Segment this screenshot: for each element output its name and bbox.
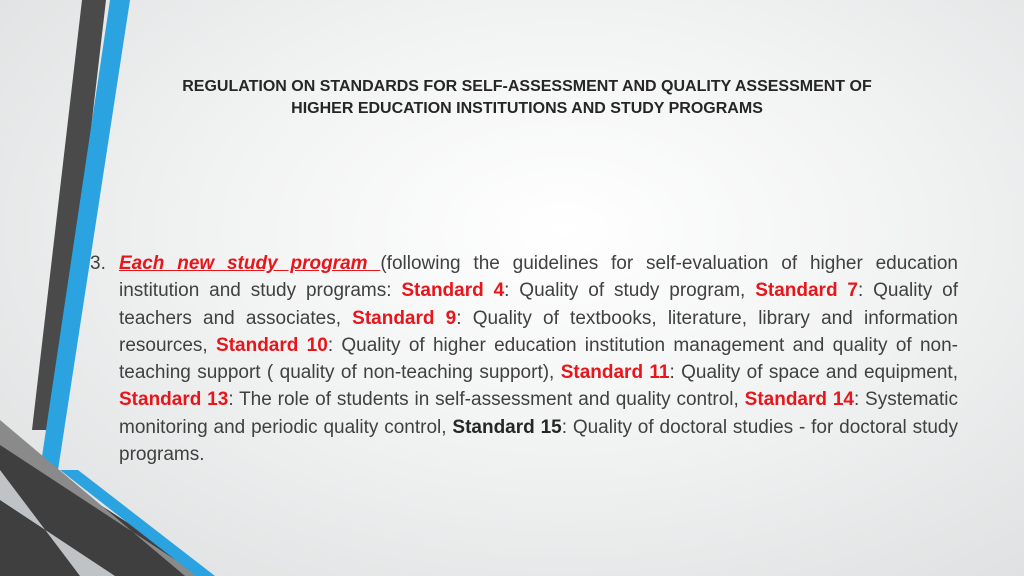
list-item-3 xyxy=(90,250,958,468)
item-number: 3. xyxy=(90,253,106,274)
standard-9-label: Standard 9 xyxy=(352,307,457,329)
text-segment: : Quality of textbooks, literature, library and information resources, xyxy=(119,307,958,356)
page-title xyxy=(96,76,958,120)
text-segment: : Quality of higher education institution management and quality of non-teaching support ( quality of non-teaching support), xyxy=(119,334,959,384)
item-text xyxy=(119,250,958,468)
title-line-1: REGULATION ON STANDARDS FOR SELF-ASSESSMENT AND QUALITY ASSESSMENT OF xyxy=(182,78,872,95)
text-segment: : Quality of study program, xyxy=(504,280,756,302)
text-segment: : Quality of doctoral studies - for doctoral study programs. xyxy=(119,416,959,466)
text-segment: : Quality of teachers and associates, xyxy=(119,280,958,329)
standard-13-label: Standard 13 xyxy=(119,389,229,411)
text-segment: : Systematic monitoring and periodic quality control, xyxy=(119,389,958,438)
text-segment: : Quality of space and equipment, xyxy=(669,362,958,384)
text-segment: (following the guidelines for self-evaluation of higher education institution and study programs: xyxy=(119,253,958,302)
standard-15-label: Standard 15 xyxy=(452,416,562,438)
title-line-2: HIGHER EDUCATION INSTITUTIONS AND STUDY PROGRAMS xyxy=(291,100,763,117)
standard-7-label: Standard 7 xyxy=(755,280,858,302)
standard-11-label: Standard 11 xyxy=(560,362,670,384)
item-lead: Each new study program xyxy=(119,253,381,274)
standard-4-label: Standard 4 xyxy=(401,280,505,302)
standard-10-label: Standard 10 xyxy=(216,334,328,356)
text-segment: : The role of students in self-assessment and quality control, xyxy=(228,389,745,411)
standard-14-label: Standard 14 xyxy=(744,389,854,411)
